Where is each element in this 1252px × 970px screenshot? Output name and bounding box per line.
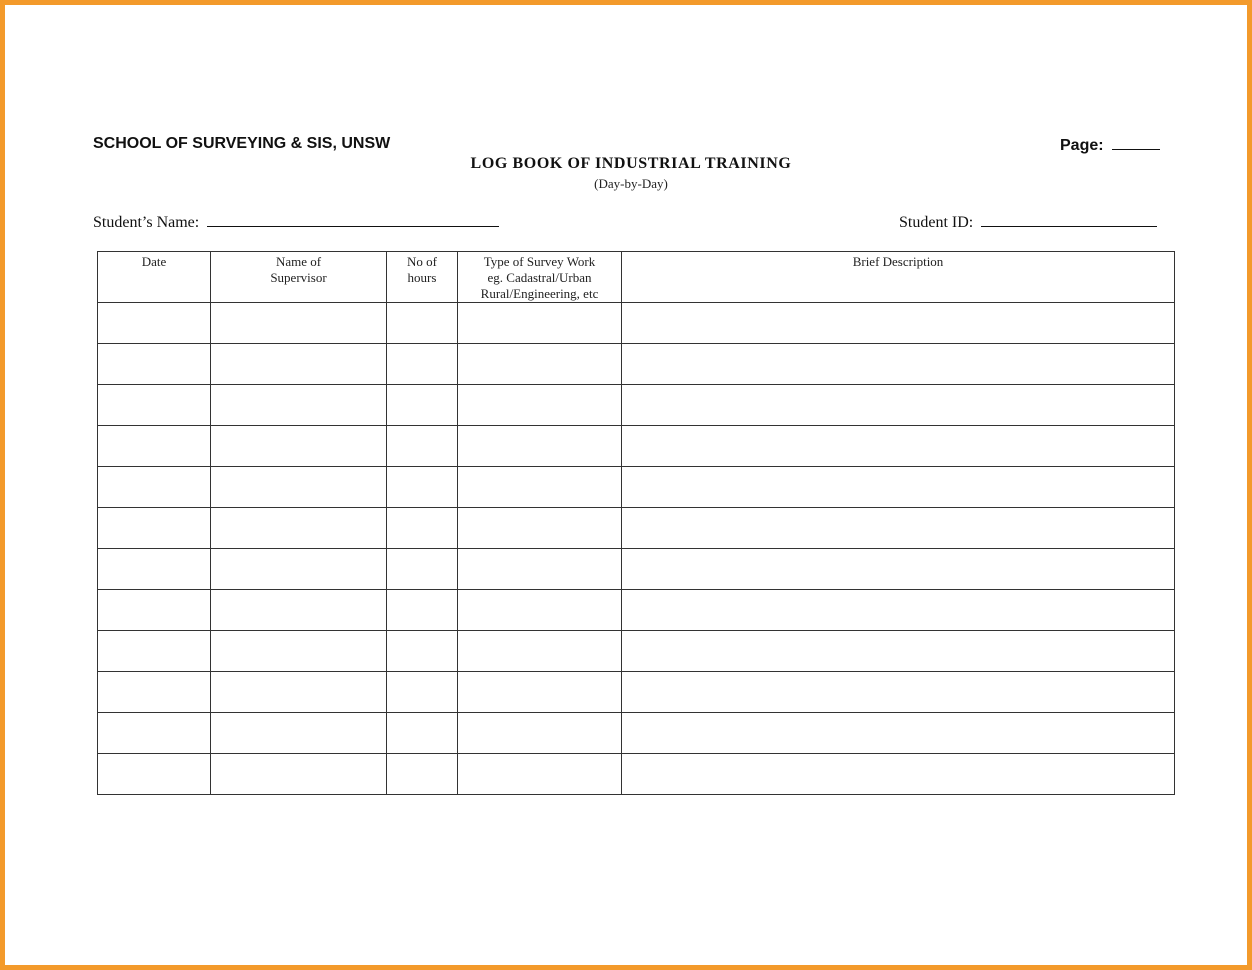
hours-cell[interactable] xyxy=(387,754,458,795)
date-cell[interactable] xyxy=(98,344,211,385)
hours-cell[interactable] xyxy=(387,426,458,467)
header-line: Supervisor xyxy=(270,270,327,285)
table-row xyxy=(98,549,1175,590)
hours-cell[interactable] xyxy=(387,549,458,590)
column-header-supervisor xyxy=(211,252,387,303)
survey-type-cell[interactable] xyxy=(458,713,622,754)
description-cell[interactable] xyxy=(622,344,1175,385)
table-header-row xyxy=(98,252,1175,303)
supervisor-cell[interactable] xyxy=(211,426,387,467)
header-line: Brief Description xyxy=(852,254,944,269)
header-line: Name of xyxy=(275,254,322,269)
table-row xyxy=(98,713,1175,754)
student-id-field xyxy=(899,212,1157,232)
hours-cell[interactable] xyxy=(387,508,458,549)
page-number-field xyxy=(1060,135,1160,155)
description-cell[interactable] xyxy=(622,549,1175,590)
hours-cell[interactable] xyxy=(387,713,458,754)
survey-type-cell[interactable] xyxy=(458,672,622,713)
table-row xyxy=(98,754,1175,795)
description-cell[interactable] xyxy=(622,590,1175,631)
date-cell[interactable] xyxy=(98,549,211,590)
date-cell[interactable] xyxy=(98,467,211,508)
hours-cell[interactable] xyxy=(387,631,458,672)
supervisor-cell[interactable] xyxy=(211,713,387,754)
survey-type-cell[interactable] xyxy=(458,467,622,508)
organization-name: SCHOOL OF SURVEYING & SIS, UNSW xyxy=(93,135,391,152)
supervisor-cell[interactable] xyxy=(211,590,387,631)
date-cell[interactable] xyxy=(98,385,211,426)
supervisor-cell[interactable] xyxy=(211,508,387,549)
column-header-hours xyxy=(387,252,458,303)
survey-type-cell[interactable] xyxy=(458,426,622,467)
supervisor-cell[interactable] xyxy=(211,631,387,672)
document-title: LOG BOOK OF INDUSTRIAL TRAINING xyxy=(470,155,792,172)
date-cell[interactable] xyxy=(98,590,211,631)
description-cell[interactable] xyxy=(622,508,1175,549)
document-subtitle: (Day-by-Day) xyxy=(594,176,668,191)
description-cell[interactable] xyxy=(622,631,1175,672)
description-cell[interactable] xyxy=(622,303,1175,344)
table-row xyxy=(98,303,1175,344)
log-table-body xyxy=(98,303,1175,795)
table-row xyxy=(98,467,1175,508)
column-header-survey-type xyxy=(458,252,622,303)
header-line: No of xyxy=(407,254,437,269)
student-name-label: Student’s Name: xyxy=(93,214,200,231)
supervisor-cell[interactable] xyxy=(211,467,387,508)
hours-cell[interactable] xyxy=(387,467,458,508)
date-cell[interactable] xyxy=(98,303,211,344)
survey-type-cell[interactable] xyxy=(458,590,622,631)
description-cell[interactable] xyxy=(622,426,1175,467)
description-cell[interactable] xyxy=(622,713,1175,754)
log-table xyxy=(97,251,1175,795)
column-header-description xyxy=(622,252,1175,303)
page-number-blank[interactable] xyxy=(1112,135,1160,150)
survey-type-cell[interactable] xyxy=(458,549,622,590)
survey-type-cell[interactable] xyxy=(458,303,622,344)
student-id-blank[interactable] xyxy=(981,212,1157,227)
column-header-date xyxy=(98,252,211,303)
supervisor-cell[interactable] xyxy=(211,549,387,590)
date-cell[interactable] xyxy=(98,713,211,754)
header-line: Rural/Engineering, etc xyxy=(480,286,599,301)
hours-cell[interactable] xyxy=(387,385,458,426)
student-name-blank[interactable] xyxy=(207,212,499,227)
description-cell[interactable] xyxy=(622,467,1175,508)
description-cell[interactable] xyxy=(622,754,1175,795)
supervisor-cell[interactable] xyxy=(211,385,387,426)
survey-type-cell[interactable] xyxy=(458,385,622,426)
table-row xyxy=(98,631,1175,672)
table-row xyxy=(98,508,1175,549)
hours-cell[interactable] xyxy=(387,303,458,344)
table-row xyxy=(98,344,1175,385)
header-line: hours xyxy=(407,270,437,285)
survey-type-cell[interactable] xyxy=(458,508,622,549)
supervisor-cell[interactable] xyxy=(211,754,387,795)
hours-cell[interactable] xyxy=(387,344,458,385)
hours-cell[interactable] xyxy=(387,590,458,631)
header-line: eg. Cadastral/Urban xyxy=(487,270,592,285)
date-cell[interactable] xyxy=(98,754,211,795)
date-cell[interactable] xyxy=(98,508,211,549)
table-row xyxy=(98,672,1175,713)
table-row xyxy=(98,426,1175,467)
student-name-field xyxy=(93,212,499,232)
description-cell[interactable] xyxy=(622,385,1175,426)
survey-type-cell[interactable] xyxy=(458,754,622,795)
student-id-label: Student ID: xyxy=(899,214,974,231)
header-line: Date xyxy=(141,254,167,269)
hours-cell[interactable] xyxy=(387,672,458,713)
header-line: Type of Survey Work xyxy=(483,254,596,269)
page-label: Page: xyxy=(1060,137,1104,154)
supervisor-cell[interactable] xyxy=(211,344,387,385)
table-row xyxy=(98,385,1175,426)
supervisor-cell[interactable] xyxy=(211,672,387,713)
description-cell[interactable] xyxy=(622,672,1175,713)
survey-type-cell[interactable] xyxy=(458,631,622,672)
date-cell[interactable] xyxy=(98,631,211,672)
survey-type-cell[interactable] xyxy=(458,344,622,385)
date-cell[interactable] xyxy=(98,426,211,467)
supervisor-cell[interactable] xyxy=(211,303,387,344)
table-row xyxy=(98,590,1175,631)
date-cell[interactable] xyxy=(98,672,211,713)
